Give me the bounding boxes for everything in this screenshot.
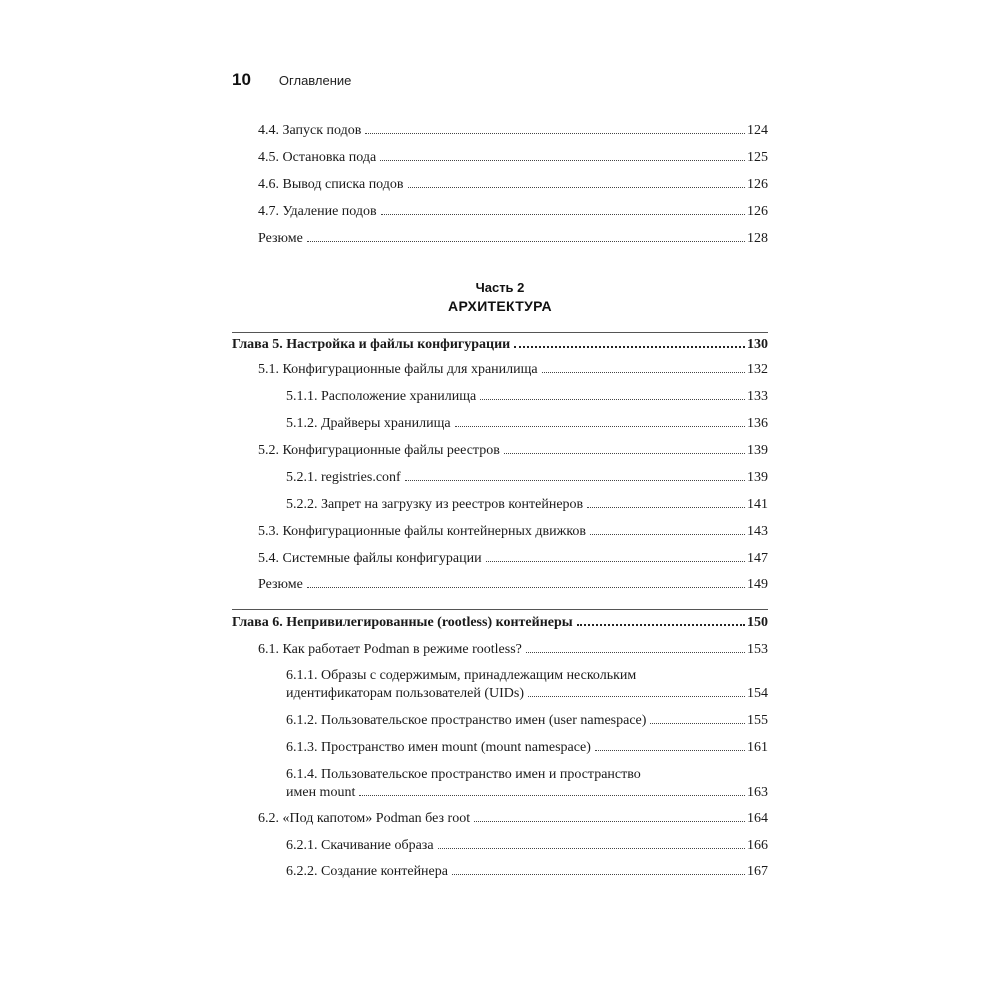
- toc-entry[interactable]: [232, 550, 768, 567]
- toc-entry[interactable]: [232, 685, 768, 702]
- toc-entry-page: 163: [747, 785, 768, 800]
- leader-dots: [381, 214, 745, 215]
- leader-dots: [480, 399, 745, 400]
- toc-entry-title-line1: 6.1.1. Образы с содержимым, принадлежащим нескольким: [286, 668, 637, 683]
- toc-entry[interactable]: [232, 149, 768, 166]
- toc-entry-page: 133: [747, 389, 768, 404]
- leader-dots: [455, 426, 745, 427]
- table-of-contents: [232, 0, 768, 1000]
- toc-entry-page: 136: [747, 416, 768, 431]
- toc-entry-page: 126: [747, 177, 768, 192]
- toc-entry-page: 124: [747, 123, 768, 138]
- toc-entry[interactable]: [232, 469, 768, 486]
- toc-entry-page: 128: [747, 231, 768, 246]
- toc-entry-page: 139: [747, 470, 768, 485]
- part-title: АРХИТЕКТУРА: [448, 298, 552, 314]
- leader-dots: [307, 587, 745, 588]
- toc-entry-title: 6.2. «Под капотом» Podman без root: [258, 811, 471, 826]
- leader-dots: [577, 624, 745, 626]
- toc-entry[interactable]: [232, 576, 768, 593]
- toc-entry-title: 5.1. Конфигурационные файлы для хранилища: [258, 362, 538, 377]
- toc-entry[interactable]: [232, 203, 768, 220]
- toc-entry-title: 6.1.3. Пространство имен mount (mount namespace): [286, 740, 591, 755]
- toc-entry[interactable]: [232, 784, 768, 801]
- toc-entry[interactable]: [232, 122, 768, 139]
- toc-entry-title: 6.1. Как работает Podman в режиме rootless?: [258, 642, 522, 657]
- toc-entry[interactable]: [232, 388, 768, 405]
- toc-entry-title: 5.1.2. Драйверы хранилища: [286, 416, 451, 431]
- toc-entry-page: 132: [747, 362, 768, 377]
- leader-dots: [504, 453, 745, 454]
- toc-entry-page: 150: [747, 615, 768, 630]
- toc-entry-title: Глава 6. Непривилегированные (rootless) контейнеры: [232, 615, 573, 630]
- toc-entry-title-line1: 6.1.4. Пользовательское пространство имен и пространство: [286, 767, 641, 782]
- toc-entry-title: 5.1.1. Расположение хранилища: [286, 389, 477, 404]
- toc-entry[interactable]: [232, 641, 768, 658]
- toc-entry[interactable]: [232, 739, 768, 756]
- toc-chapter[interactable]: [232, 336, 768, 353]
- toc-entry-title: 5.2.1. registries.conf: [286, 470, 401, 485]
- toc-entry-title: 4.6. Вывод списка подов: [258, 177, 404, 192]
- toc-chapter[interactable]: [232, 614, 768, 631]
- toc-entry-title: 4.7. Удаление подов: [258, 204, 377, 219]
- toc-entry[interactable]: [232, 810, 768, 827]
- toc-entry-page: 147: [747, 551, 768, 566]
- toc-entry-title: 6.2.2. Создание контейнера: [286, 864, 448, 879]
- toc-entry-page: 167: [747, 864, 768, 879]
- toc-entry-page: 161: [747, 740, 768, 755]
- toc-entry-title: 4.5. Остановка пода: [258, 150, 377, 165]
- toc-entry-page: 126: [747, 204, 768, 219]
- part-label: Часть 2: [475, 280, 525, 295]
- toc-entry-page: 155: [747, 713, 768, 728]
- toc-entry-title: имен mount: [286, 785, 356, 800]
- toc-entry-title: идентификаторам пользователей (UIDs): [286, 686, 525, 701]
- leader-dots: [542, 372, 745, 373]
- leader-dots: [408, 187, 745, 188]
- toc-entry-title: 4.4. Запуск подов: [258, 123, 362, 138]
- toc-entry-page: 141: [747, 497, 768, 512]
- toc-entry[interactable]: [232, 442, 768, 459]
- toc-entry-title: 5.2. Конфигурационные файлы реестров: [258, 443, 500, 458]
- toc-entry[interactable]: [232, 712, 768, 729]
- leader-dots: [526, 652, 745, 653]
- leader-dots: [438, 848, 745, 849]
- toc-entry-page: 166: [747, 838, 768, 853]
- leader-dots: [528, 696, 745, 697]
- leader-dots: [405, 480, 745, 481]
- leader-dots: [359, 795, 745, 796]
- toc-entry-title: Глава 5. Настройка и файлы конфигурации: [232, 337, 511, 352]
- toc-entry[interactable]: [232, 837, 768, 854]
- toc-entry-title: 6.1.2. Пользовательское пространство имен (user namespace): [286, 713, 647, 728]
- leader-dots: [595, 750, 745, 751]
- toc-entry-page: 164: [747, 811, 768, 826]
- leader-dots: [365, 133, 745, 134]
- toc-entry[interactable]: [232, 361, 768, 378]
- leader-dots: [474, 821, 745, 822]
- leader-dots: [590, 534, 745, 535]
- toc-entry[interactable]: [232, 523, 768, 540]
- toc-entry-page: 154: [747, 686, 768, 701]
- toc-entry[interactable]: [232, 863, 768, 880]
- leader-dots: [514, 346, 745, 348]
- toc-entry-page: 139: [747, 443, 768, 458]
- page-number: 10: [232, 70, 251, 89]
- toc-entry[interactable]: [232, 496, 768, 513]
- leader-dots: [307, 241, 745, 242]
- toc-entry[interactable]: [232, 230, 768, 247]
- toc-entry-title: 5.3. Конфигурационные файлы контейнерных движков: [258, 524, 587, 539]
- toc-entry-page: 143: [747, 524, 768, 539]
- toc-entry-page: 125: [747, 150, 768, 165]
- leader-dots: [650, 723, 745, 724]
- toc-entry[interactable]: [232, 415, 768, 432]
- toc-entry-page: 149: [747, 577, 768, 592]
- toc-entry-title: 5.4. Системные файлы конфигурации: [258, 551, 482, 566]
- toc-entry-title: 5.2.2. Запрет на загрузку из реестров контейнеров: [286, 497, 584, 512]
- running-title: Оглавление: [278, 73, 352, 88]
- toc-entry-title: Резюме: [258, 577, 303, 592]
- toc-entry-title: Резюме: [258, 231, 303, 246]
- leader-dots: [380, 160, 745, 161]
- toc-entry-page: 153: [747, 642, 768, 657]
- toc-entry-title: 6.2.1. Скачивание образа: [286, 838, 434, 853]
- leader-dots: [486, 561, 745, 562]
- toc-entry[interactable]: [232, 176, 768, 193]
- toc-entry-page: 130: [747, 337, 768, 352]
- leader-dots: [587, 507, 745, 508]
- leader-dots: [452, 874, 745, 875]
